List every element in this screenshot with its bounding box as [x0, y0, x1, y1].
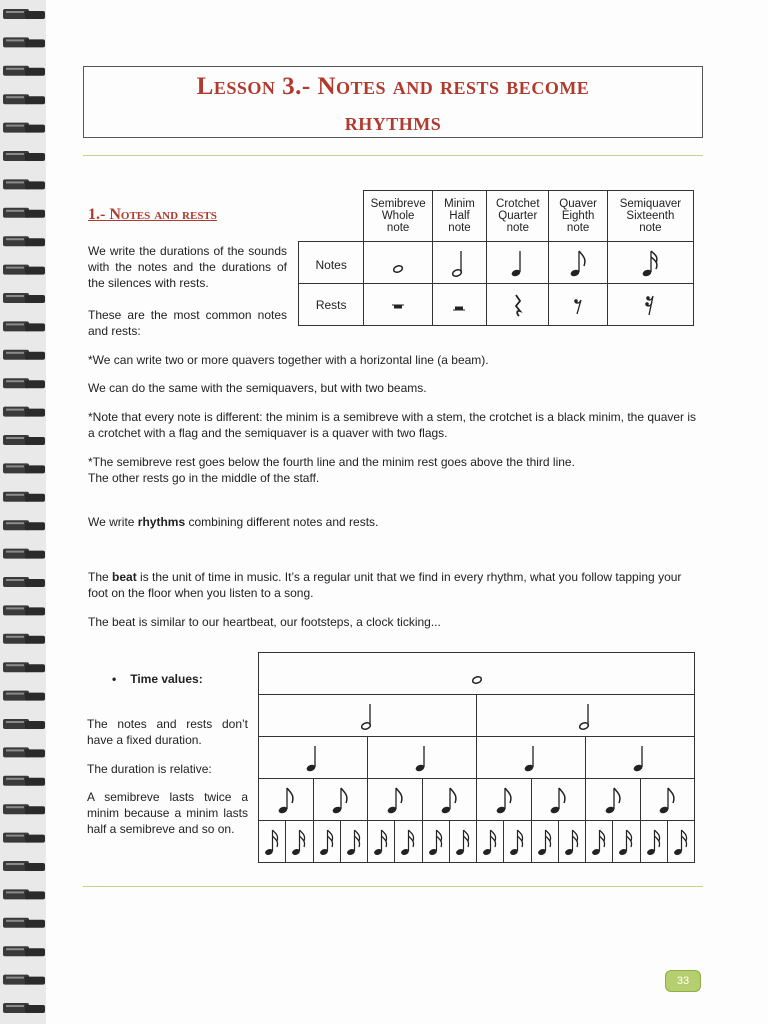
time-values-p3: A semibreve lasts twice a minim because a minim lasts half a semibreve and so on. [87, 790, 248, 836]
crotchet-note-icon [487, 242, 549, 284]
tv-semiquaver-cell [531, 821, 558, 863]
tv-quaver-cell [422, 779, 477, 821]
tv-semiquaver-cell [477, 821, 504, 863]
row-label-notes: Notes [299, 242, 364, 284]
table-corner [299, 191, 364, 242]
tv-semiquaver-cell [286, 821, 313, 863]
beat-similar-paragraph: The beat is similar to our heartbeat, our footsteps, a clock ticking... [88, 615, 441, 629]
tv-semiquaver-cell [613, 821, 640, 863]
tv-semiquaver-cell [667, 821, 694, 863]
section-heading: 1.- Notes and rests [88, 206, 217, 223]
beam-note-2: We can do the same with the semiquavers, but with two beams. [88, 381, 427, 395]
page [46, 0, 768, 1024]
tv-semiquaver-cell [340, 821, 367, 863]
rhythms-paragraph: We write rhythms combining different notes and rests. [88, 515, 379, 529]
tv-semiquaver-cell [586, 821, 613, 863]
tv-semiquaver-cell [313, 821, 340, 863]
col-crotchet: Crotchet Quarter note [487, 191, 549, 242]
tv-semibreve-cell [259, 653, 695, 695]
tv-crotchet-cell [259, 737, 368, 779]
tv-quaver-cell [259, 779, 314, 821]
beat-paragraph: The beat is the unit of time in music. It’s a regular unit that we find in every rhythm, what you follow tapping your foot on the floor when you listen to a song. [88, 570, 682, 600]
different-note: *Note that every note is different: the minim is a semibreve with a stem, the crotchet is a black minim, the quaver is a crotchet with a flag and the semiquaver is a quaver with two flags. [88, 410, 697, 440]
semibreve-rest-icon [364, 284, 433, 326]
col-minim: Minim Half note [432, 191, 486, 242]
quaver-rest-icon [549, 284, 607, 326]
top-divider [83, 155, 703, 156]
rest-position-line1: *The semibreve rest goes below the fourth line and the minim rest goes above the third line. [88, 455, 575, 469]
col-semiquaver: Semiquaver Sixteenth note [607, 191, 693, 242]
common-paragraph: These are the most common notes and rests: [88, 308, 287, 338]
tv-semiquaver-cell [259, 821, 286, 863]
tv-quaver-cell [586, 779, 641, 821]
crotchet-rest-icon [487, 284, 549, 326]
lesson-title-line2: rhythms [344, 109, 442, 136]
tv-semiquaver-cell [640, 821, 667, 863]
minim-rest-icon [432, 284, 486, 326]
tv-crotchet-cell [368, 737, 477, 779]
tv-semiquaver-cell [368, 821, 395, 863]
time-values-table [258, 652, 695, 863]
rest-position-line2: The other rests go in the middle of the staff. [88, 471, 320, 485]
tv-quaver-cell [477, 779, 532, 821]
intro-paragraph: We write the durations of the sounds with the notes and the durations of the silences with rests. [88, 244, 287, 290]
tv-minim-cell [259, 695, 477, 737]
tv-quaver-cell [640, 779, 695, 821]
quaver-note-icon [549, 242, 607, 284]
time-values-p2: The duration is relative: [87, 762, 212, 776]
semiquaver-rest-icon [607, 284, 693, 326]
col-quaver: Quaver Eighth note [549, 191, 607, 242]
tv-crotchet-cell [586, 737, 695, 779]
tv-semiquaver-cell [422, 821, 449, 863]
tv-semiquaver-cell [449, 821, 476, 863]
lesson-title-box [83, 66, 703, 138]
minim-note-icon [432, 242, 486, 284]
time-values-heading: • Time values: [112, 672, 203, 686]
tv-semiquaver-cell [504, 821, 531, 863]
tv-semiquaver-cell [558, 821, 585, 863]
row-label-rests: Rests [299, 284, 364, 326]
rest-position-note [88, 454, 700, 486]
page-number-badge: 33 [665, 970, 701, 992]
spiral-binding [0, 0, 46, 1024]
semiquaver-note-icon [607, 242, 693, 284]
semibreve-note-icon [364, 242, 433, 284]
bottom-divider [83, 886, 703, 887]
tv-quaver-cell [368, 779, 423, 821]
tv-semiquaver-cell [395, 821, 422, 863]
tv-quaver-cell [531, 779, 586, 821]
tv-crotchet-cell [477, 737, 586, 779]
notes-rests-table [298, 190, 694, 326]
lesson-title-line1: Lesson 3.- Notes and rests become [196, 73, 590, 100]
time-values-p1: The notes and rests don’t have a fixed duration. [87, 717, 248, 747]
beam-note-1: *We can write two or more quavers together with a horizontal line (a beam). [88, 353, 489, 367]
tv-minim-cell [477, 695, 695, 737]
tv-quaver-cell [313, 779, 368, 821]
col-semibreve: Semibreve Whole note [364, 191, 433, 242]
